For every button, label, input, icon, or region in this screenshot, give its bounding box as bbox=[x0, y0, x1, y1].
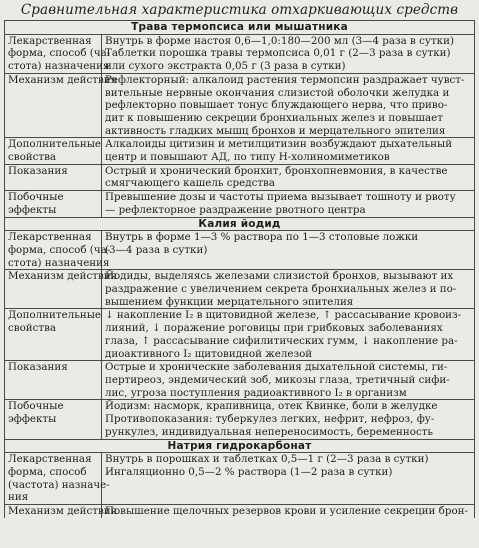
text-line: Побочные bbox=[8, 400, 64, 413]
row-label bbox=[5, 164, 102, 190]
text-line: Внутрь в порошках и таблетках 0,5—1 г (2—3 раза в сутки) bbox=[105, 453, 429, 466]
text-line: активность гладких мышц бронхов и мерцательного эпителия bbox=[105, 124, 446, 137]
text-line: форма, способ (ча- bbox=[8, 47, 111, 60]
text-line: лис, угроза поступления радиоактивного I₂ в организм bbox=[105, 386, 407, 399]
text-line: свойства bbox=[8, 151, 57, 164]
text-line: Лекарственная bbox=[8, 453, 92, 466]
table-row bbox=[5, 505, 475, 518]
text-line: вышением функции мерцательного эпителия bbox=[105, 295, 354, 308]
row-value bbox=[102, 309, 475, 361]
text-line: пертиреоз, эндемический зоб, микозы глаза, третичный сифи- bbox=[105, 373, 450, 386]
text-line: рункулез, индивидуальная непереносимость, беременность bbox=[105, 425, 434, 438]
text-line: дит к повышению секреции бронхиальных желез и повышает bbox=[105, 111, 443, 124]
section-header-row bbox=[5, 439, 475, 453]
table-row bbox=[5, 400, 475, 439]
row-label bbox=[5, 34, 111, 73]
text-line: смягчающего кашель средства bbox=[105, 177, 275, 190]
text-line: Лекарственная bbox=[8, 231, 92, 244]
row-value bbox=[102, 270, 475, 309]
text-line: Превышение дозы и частоты приема вызывает тошноту и рвоту bbox=[105, 191, 456, 204]
text-line: Показания bbox=[8, 361, 68, 374]
row-value bbox=[102, 453, 475, 505]
section-header-row bbox=[5, 21, 475, 35]
text-line: раздражение с увеличением секрета бронхиальных желез и по- bbox=[105, 283, 457, 296]
section-title: Натрия гидрокарбонат bbox=[5, 439, 475, 453]
comparison-table bbox=[4, 20, 475, 518]
text-line: ↓ накопление I₂ в щитовидной железе, ↑ рассасывание кровоиз- bbox=[105, 309, 462, 322]
row-value bbox=[102, 73, 475, 138]
text-line: Внутрь в форме настоя 0,6—1,0:180—200 мл (3—4 раза в сутки) bbox=[105, 34, 454, 47]
text-line: рефлекторно повышает тонус блуждающего нерва, что приво- bbox=[105, 99, 448, 112]
text-line: Дополнительные bbox=[8, 309, 101, 322]
text-line: Механизм действия bbox=[8, 73, 118, 86]
text-line: Механизм действия bbox=[8, 270, 118, 283]
text-line: глаза, ↑ рассасывание сифилитических гумм, ↓ накопление ра- bbox=[105, 334, 458, 347]
row-value bbox=[102, 164, 475, 190]
text-line: Таблетки порошка травы термопсиса 0,01 г (2—3 раза в сутки) bbox=[105, 47, 451, 60]
text-line: или сухого экстракта 0,05 г (3 раза в сутки) bbox=[105, 60, 346, 73]
text-line: диоактивного I₂ щитовидной железой bbox=[105, 347, 313, 360]
row-label bbox=[5, 138, 102, 164]
text-line: Йодизм: насморк, крапивница, отек Квинке, боли в желудке bbox=[105, 400, 438, 413]
table-row bbox=[5, 164, 475, 190]
row-label bbox=[5, 270, 118, 309]
row-value bbox=[102, 34, 475, 73]
text-line: Алкалоиды цитизин и метилцитизин возбуждают дыхательный bbox=[105, 138, 453, 151]
row-value bbox=[102, 505, 475, 518]
text-line: Острые и хронические заболевания дыхательной системы, ги- bbox=[105, 361, 448, 374]
text-line: Побочные bbox=[8, 191, 64, 204]
text-line: лияний, ↓ поражение роговицы при грибковых заболеваниях bbox=[105, 322, 443, 335]
table-row bbox=[5, 138, 475, 164]
text-line: Йодиды, выделяясь железами слизистой бронхов, вызывают их bbox=[105, 270, 454, 283]
text-line: эффекты bbox=[8, 413, 57, 426]
row-label bbox=[5, 361, 102, 400]
table-row bbox=[5, 231, 475, 270]
text-line: Лекарственная bbox=[8, 34, 92, 47]
table-caption: Сравнительная характеристика отхаркивающих средств bbox=[20, 2, 459, 18]
row-label bbox=[5, 73, 118, 138]
table-row bbox=[5, 34, 475, 73]
row-value bbox=[102, 191, 475, 217]
text-line: (3—4 раза в сутки) bbox=[105, 243, 208, 256]
row-label bbox=[5, 400, 102, 439]
row-label bbox=[5, 505, 118, 518]
text-line: эффекты bbox=[8, 203, 57, 216]
text-line: форма, способ (ча- bbox=[8, 243, 111, 256]
row-label bbox=[5, 309, 102, 361]
text-line: ния bbox=[8, 491, 29, 504]
text-line: центр и повышают АД, по типу Н-холиномиметиков bbox=[105, 151, 390, 164]
text-line: вительные нервные окончания слизистой оболочки желудка и bbox=[105, 86, 450, 99]
row-value bbox=[102, 361, 475, 400]
text-line: стота) назначения bbox=[8, 60, 110, 73]
section-header-row bbox=[5, 217, 475, 231]
text-line: Внутрь в форме 1—3 % раствора по 1—3 столовые ложки bbox=[105, 231, 419, 244]
text-line: Показания bbox=[8, 164, 68, 177]
row-label bbox=[5, 231, 111, 270]
section-title: Калия йодид bbox=[5, 217, 475, 231]
text-line: Ингаляционно 0,5—2 % раствора (1—2 раза в сутки) bbox=[105, 465, 393, 478]
row-label bbox=[5, 191, 102, 217]
text-line: форма, способ bbox=[8, 465, 87, 478]
text-line: Острый и хронический бронхит, бронхопневмония, в качестве bbox=[105, 164, 448, 177]
row-label bbox=[5, 453, 110, 505]
row-value bbox=[102, 231, 475, 270]
text-line: Повышение щелочных резервов крови и усиление секреции брон- bbox=[105, 505, 468, 518]
text-line: Рефлекторный: алкалоид растения термопсин раздражает чувст- bbox=[105, 73, 465, 86]
table-row bbox=[5, 270, 475, 309]
text-line: Противопоказания: туберкулез легких, нефрит, нефроз, фу- bbox=[105, 413, 435, 426]
text-line: (частота) назначе- bbox=[8, 478, 110, 491]
text-line: Дополнительные bbox=[8, 138, 101, 151]
row-value bbox=[102, 138, 475, 164]
text-line: — рефлекторное раздражение рвотного центра bbox=[105, 203, 366, 216]
text-line: стота) назначения bbox=[8, 256, 110, 269]
table-row bbox=[5, 453, 475, 505]
table-row bbox=[5, 73, 475, 138]
row-value bbox=[102, 400, 475, 439]
section-title: Трава термопсиса или мышатника bbox=[5, 21, 475, 35]
table-row bbox=[5, 191, 475, 217]
table-row bbox=[5, 361, 475, 400]
table-row bbox=[5, 309, 475, 361]
text-line: свойства bbox=[8, 322, 57, 335]
text-line: Механизм действия bbox=[8, 505, 118, 518]
